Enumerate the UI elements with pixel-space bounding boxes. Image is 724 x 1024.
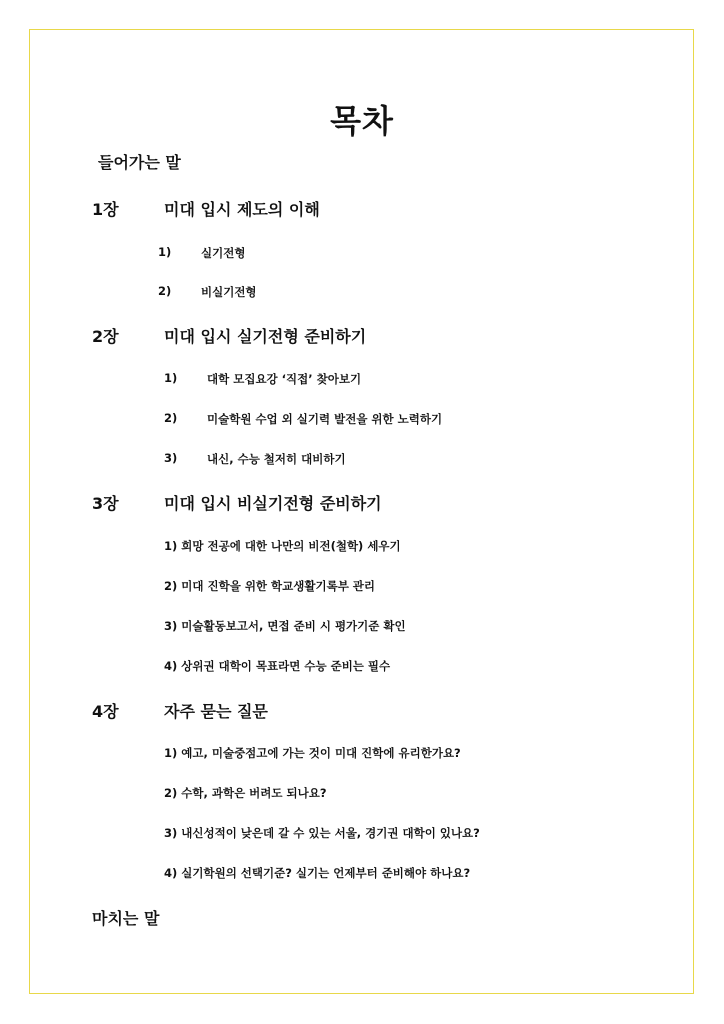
page-title: 목차 <box>330 102 394 140</box>
chapter-1-item-2-number: 2) <box>158 284 172 298</box>
chapter-3-item-4: 4) 상위권 대학이 목표라면 수능 준비는 필수 <box>164 659 391 673</box>
chapter-3-item-2: 2) 미대 진학을 위한 학교생활기록부 관리 <box>164 579 376 593</box>
chapter-1-item-1: 실기전형 <box>201 246 246 260</box>
chapter-4-item-3: 3) 내신성적이 낮은데 갈 수 있는 서울, 경기권 대학이 있나요? <box>164 826 480 840</box>
chapter-4-item-1: 1) 예고, 미술중점고에 가는 것이 미대 진학에 유리한가요? <box>164 746 461 760</box>
outro-heading: 마치는 말 <box>92 909 160 928</box>
chapter-2-title: 미대 입시 실기전형 준비하기 <box>164 327 367 346</box>
chapter-1-item-2: 비실기전형 <box>201 285 257 299</box>
chapter-4-number: 4장 <box>92 702 119 721</box>
chapter-2-number: 2장 <box>92 327 119 346</box>
chapter-2-item-1: 대학 모집요강 ‘직접’ 찾아보기 <box>207 372 362 386</box>
chapter-3-item-3: 3) 미술활동보고서, 면접 준비 시 평가기준 확인 <box>164 619 406 633</box>
chapter-3-item-1: 1) 희망 전공에 대한 나만의 비전(철학) 세우기 <box>164 539 401 553</box>
chapter-1-number: 1장 <box>92 200 119 219</box>
chapter-2-item-1-number: 1) <box>164 371 178 385</box>
chapter-3-number: 3장 <box>92 494 119 513</box>
chapter-2-item-3-number: 3) <box>164 451 178 465</box>
chapter-4-title: 자주 묻는 질문 <box>164 702 268 721</box>
chapter-3-title: 미대 입시 비실기전형 준비하기 <box>164 494 382 513</box>
chapter-2-item-2-number: 2) <box>164 411 178 425</box>
intro-heading: 들어가는 말 <box>98 153 181 172</box>
chapter-1-title: 미대 입시 제도의 이해 <box>164 200 320 219</box>
chapter-1-item-1-number: 1) <box>158 245 172 259</box>
chapter-4-item-2: 2) 수학, 과학은 버려도 되나요? <box>164 786 327 800</box>
chapter-2-item-2: 미술학원 수업 외 실기력 발전을 위한 노력하기 <box>207 412 443 426</box>
chapter-4-item-4: 4) 실기학원의 선택기준? 실기는 언제부터 준비해야 하나요? <box>164 866 471 880</box>
chapter-2-item-3: 내신, 수능 철저히 대비하기 <box>207 452 346 466</box>
